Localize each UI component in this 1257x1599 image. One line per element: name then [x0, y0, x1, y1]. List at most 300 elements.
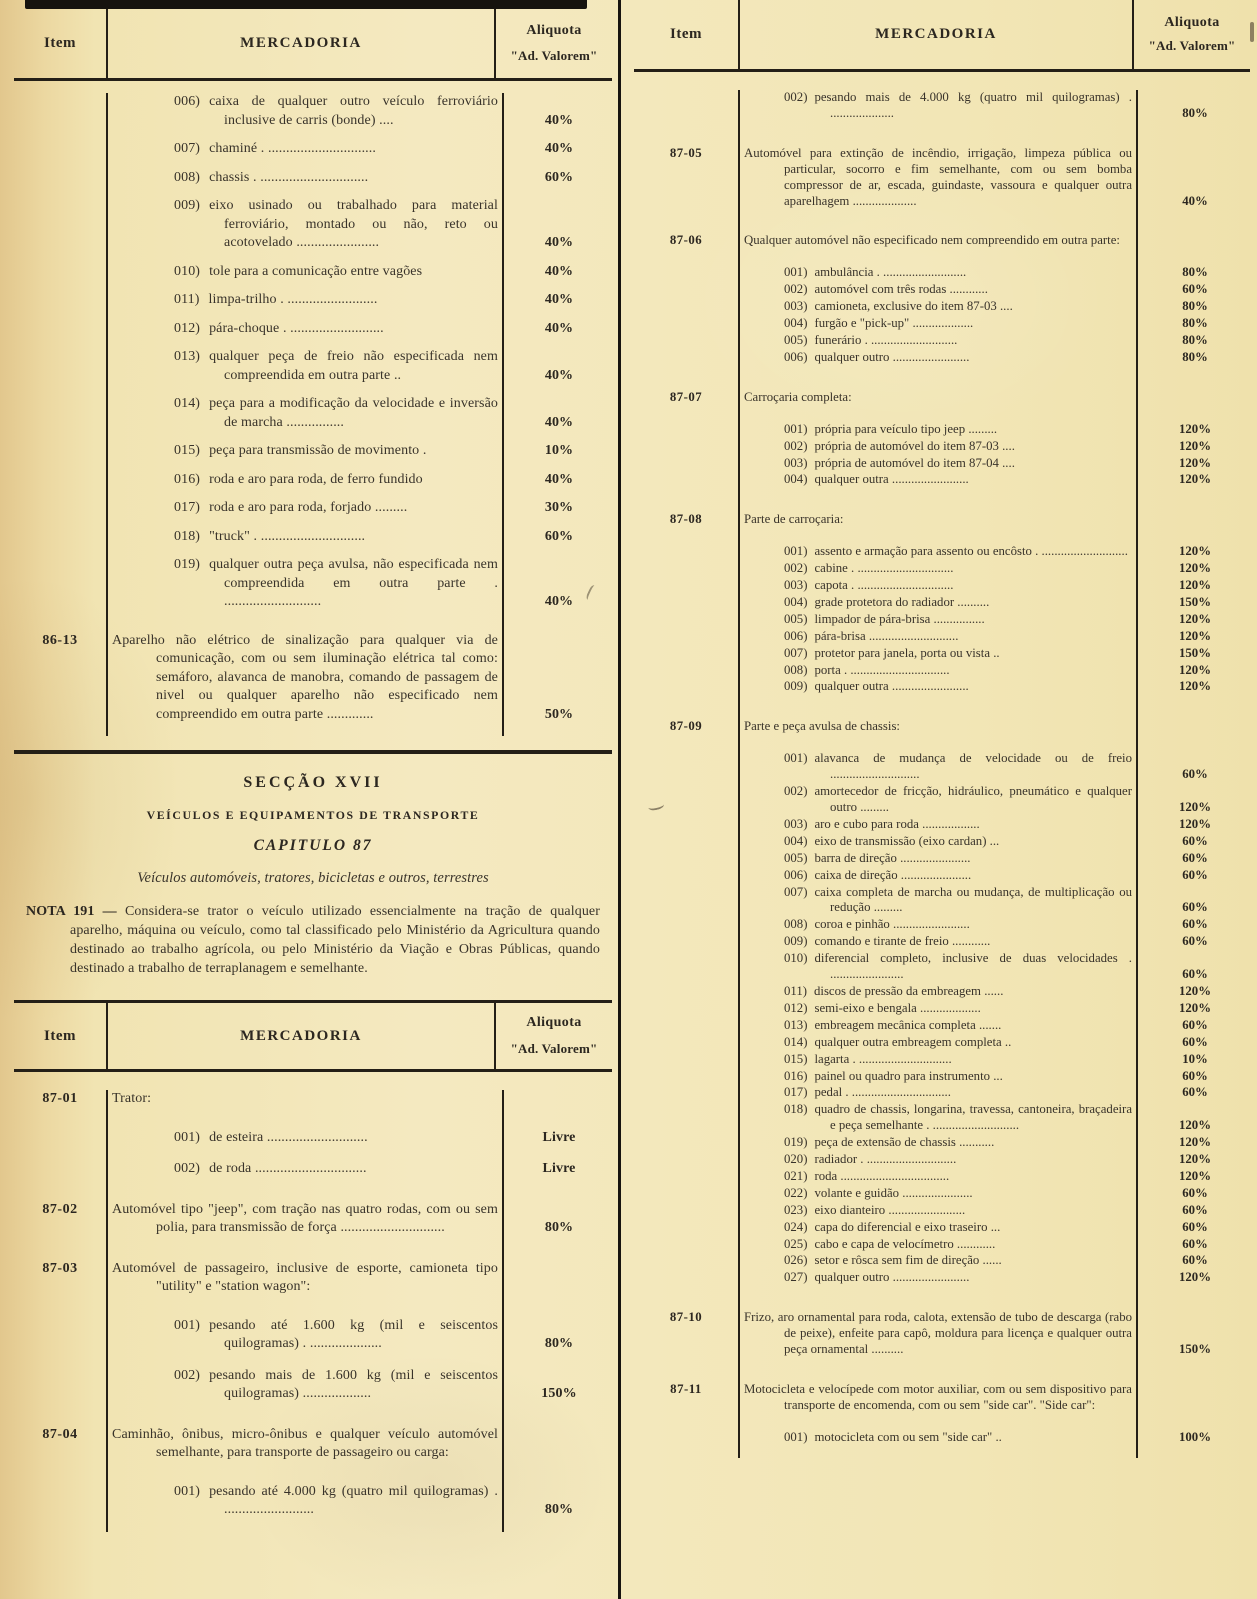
table-row — [634, 1169, 1250, 1185]
table-row — [634, 1152, 1250, 1168]
mercadoria-description — [738, 784, 1140, 816]
description-text: capota . .............................. — [814, 578, 954, 593]
sub-item-number: 004) — [784, 833, 808, 848]
description-text: motocicleta com ou sem "side car" .. — [814, 1429, 1002, 1444]
sub-item-number: 008) — [784, 662, 808, 677]
description-text: própria para veículo tipo jeep ......... — [814, 421, 998, 436]
mercadoria-description — [106, 263, 506, 282]
table-row — [14, 1483, 612, 1520]
description-text: furgão e "pick-up" ................... — [814, 316, 974, 331]
description-text: Carroçaria completa: — [744, 389, 852, 404]
description-text: chassis . .............................. — [209, 169, 369, 185]
table-row — [634, 1270, 1250, 1286]
item-code: 87-05 — [669, 145, 703, 160]
sub-item-number: 003) — [784, 299, 808, 314]
mercadoria-description — [738, 1052, 1140, 1068]
table-row — [634, 868, 1250, 884]
table-row — [634, 1035, 1250, 1051]
table-row — [634, 885, 1250, 917]
sub-item-number: 021) — [784, 1168, 808, 1183]
description-text: qualquer outro ........................ — [814, 1270, 970, 1285]
mercadoria-description — [738, 299, 1140, 315]
table-row — [634, 472, 1250, 488]
aliquota-rate: 80% — [1182, 332, 1208, 347]
description-text: peça para a modificação da velocidade e inversão de marcha ................ — [209, 396, 498, 430]
table-row — [634, 851, 1250, 867]
mercadoria-description — [738, 233, 1140, 249]
sub-item-number: 001) — [784, 265, 808, 280]
table-row — [14, 1129, 612, 1148]
table-row — [634, 561, 1250, 577]
aliquota-rate: 150% — [1179, 645, 1211, 660]
aliquota-rate: 60% — [1182, 1068, 1208, 1083]
description-text: qualquer outra ........................ — [814, 679, 969, 694]
table-row — [634, 1203, 1250, 1219]
aliquota-rate: 60% — [1182, 1202, 1208, 1217]
aliquota-rate: 80% — [1182, 349, 1208, 364]
mercadoria-description — [738, 1001, 1140, 1017]
column-divider-line — [618, 0, 621, 1599]
sub-item-number: 002) — [784, 282, 808, 297]
mercadoria-description — [738, 512, 1140, 528]
aliquota-rate: 100% — [1179, 1429, 1211, 1444]
sub-item-number: 016) — [174, 471, 201, 487]
item-code: 87-10 — [669, 1310, 703, 1325]
mercadoria-description — [738, 612, 1140, 628]
aliquota-rate: 60% — [1182, 1017, 1208, 1032]
table-row — [634, 512, 1250, 528]
table-row — [14, 499, 612, 518]
description-text: roda .................................. — [814, 1168, 950, 1183]
mercadoria-description — [738, 868, 1140, 884]
sub-item-number: 024) — [784, 1219, 808, 1234]
scan-edge-tick — [1250, 22, 1254, 42]
mercadoria-description — [738, 751, 1140, 783]
aliquota-rate: 80% — [544, 1220, 574, 1235]
mercadoria-description — [106, 471, 506, 490]
column-header-aliquota: Aliquota "Ad. Valorem" — [494, 1003, 612, 1069]
table-row — [634, 612, 1250, 628]
mercadoria-description — [738, 951, 1140, 983]
aliquota-rate: 150% — [541, 1386, 577, 1401]
aliquota-rate: 60% — [1182, 850, 1208, 865]
aliquota-rate: 120% — [1179, 611, 1211, 626]
description-text: ambulância . .......................... — [814, 265, 967, 280]
mercadoria-description — [738, 1169, 1140, 1185]
description-text: Automóvel para extinção de incêndio, irrigação, limpeza pública ou particular, socorro e fim semelhante, com ou sem bomba compressor de ar, escada, guindaste, vassoura e qualquer outra aparelhagem .................... — [744, 145, 1132, 208]
description-text: Aparelho não elétrico de sinalização para qualquer via de comunicação, com ou sem iluminação elétrica tal como: semáforo, alavanca de manobra, comando de passagem de nivel ou qualquer aparelho não especificado nem compreendido em outra parte ............. — [112, 632, 498, 722]
sub-item-number: 020) — [784, 1152, 808, 1167]
description-text: Automóvel de passageiro, inclusive de esporte, camioneta tipo "utility" e "station wagon": — [112, 1260, 498, 1294]
description-text: tole para a comunicação entre vagões — [209, 263, 423, 279]
description-text: eixo dianteiro ........................ — [814, 1202, 966, 1217]
mercadoria-description — [738, 629, 1140, 645]
mercadoria-description — [738, 1186, 1140, 1202]
aliquota-rate: 120% — [1179, 1000, 1211, 1015]
description-text: aro e cubo para roda .................. — [814, 816, 980, 831]
mercadoria-description — [106, 1483, 506, 1520]
sub-item-number: 011) — [784, 983, 807, 998]
aliquota-rate: 150% — [1179, 594, 1211, 609]
description-text: Frizo, aro ornamental para roda, calota, extensão de tubo de descarga (rabo de peixe), enfeite para capô, moldura para licença e qualquer outra peça ornamental .......... — [744, 1310, 1132, 1357]
mercadoria-description — [738, 439, 1140, 455]
aliquota-rate: 40% — [544, 594, 574, 609]
table-row — [634, 544, 1250, 560]
description-text: radiador . ............................ — [814, 1152, 957, 1167]
aliquota-rate: 120% — [1179, 1168, 1211, 1183]
sub-item-number: 001) — [784, 544, 808, 559]
description-text: roda e aro para roda, forjado ......... — [209, 500, 408, 515]
tariff-table-body — [634, 90, 1250, 1458]
table-row — [14, 1260, 612, 1297]
description-text: de esteira ............................ — [209, 1129, 368, 1145]
aliquota-rate: 60% — [1182, 1236, 1208, 1251]
description-text: pesando até 1.600 kg (mil e seiscentos quilogramas) . .................... — [209, 1317, 498, 1351]
description-text: chaminé . .............................. — [209, 141, 376, 156]
table-row — [14, 556, 612, 612]
aliquota-rate: Livre — [542, 1161, 576, 1176]
table-row — [634, 90, 1250, 122]
sub-item-number: 027) — [784, 1270, 808, 1285]
mercadoria-description — [738, 390, 1140, 406]
table-row — [634, 1186, 1250, 1202]
description-text: pedal . ............................... — [814, 1085, 951, 1100]
column-header-mercadoria: MERCADORIA — [738, 0, 1132, 69]
mercadoria-description — [738, 595, 1140, 611]
description-text: quadro de chassis, longarina, travessa, cantoneira, braçadeira e peça semelhante . ........................... — [814, 1102, 1132, 1133]
sub-item-number: 001) — [784, 1429, 808, 1444]
table-row — [14, 1090, 612, 1109]
aliquota-rate: 120% — [1179, 438, 1211, 453]
sub-item-number: 003) — [784, 455, 808, 470]
sub-item-number: 002) — [784, 438, 808, 453]
table-row — [14, 528, 612, 547]
mercadoria-description — [106, 395, 506, 432]
item-code: 87-11 — [670, 1382, 702, 1396]
sub-item-number: 002) — [174, 1161, 201, 1176]
description-text: caixa completa de marcha ou mudança, de multiplicação ou redução ......... — [814, 884, 1132, 915]
aliquota-rate: 50% — [544, 706, 574, 722]
mercadoria-description — [106, 556, 506, 612]
aliquota-rate: 60% — [1182, 1034, 1208, 1049]
aliquota-rate: 60% — [1182, 1085, 1208, 1100]
sub-item-number: 009) — [784, 679, 808, 694]
table-row — [634, 1018, 1250, 1034]
aliquota-rate: 80% — [1182, 105, 1208, 120]
table-row — [14, 1201, 612, 1238]
aliquota-rate: 60% — [1182, 833, 1208, 848]
column-header-item: Item — [44, 1027, 76, 1044]
mercadoria-description — [738, 544, 1140, 560]
sub-item-number: 005) — [784, 332, 808, 347]
table-row — [634, 1052, 1250, 1068]
table-row — [634, 1253, 1250, 1269]
mercadoria-description — [738, 561, 1140, 577]
sub-item-number: 002) — [784, 90, 808, 104]
aliquota-rate: 60% — [1182, 934, 1208, 949]
aliquota-rate: 120% — [1179, 662, 1211, 677]
aliquota-rate: 60% — [1182, 1219, 1208, 1234]
sub-item-number: 007) — [784, 884, 808, 899]
mercadoria-description — [738, 834, 1140, 850]
description-text: camioneta, exclusive do item 87-03 .... — [814, 299, 1013, 314]
sub-item-number: 003) — [784, 816, 808, 831]
mercadoria-description — [738, 282, 1140, 298]
aliquota-rate: 60% — [1182, 767, 1208, 782]
mercadoria-description — [106, 1129, 506, 1148]
table-row — [634, 751, 1250, 783]
mercadoria-description — [106, 1426, 506, 1463]
table-row — [14, 169, 612, 188]
sub-item-number: 006) — [174, 94, 201, 109]
mercadoria-description — [738, 1430, 1140, 1446]
item-code: 87-06 — [669, 233, 703, 248]
description-text: qualquer outra embreagem completa .. — [814, 1034, 1012, 1049]
sub-item-number: 005) — [784, 850, 808, 865]
mercadoria-description — [738, 851, 1140, 867]
description-text: qualquer outro ........................ — [814, 349, 970, 364]
table-row — [634, 663, 1250, 679]
table-row — [14, 1317, 612, 1354]
description-text: caixa de qualquer outro veículo ferroviário inclusive de carris (bonde) .... — [209, 94, 498, 128]
mercadoria-description — [106, 140, 506, 159]
aliquota-rate: 60% — [1182, 967, 1208, 982]
mercadoria-description — [738, 1237, 1140, 1253]
table-row — [634, 1102, 1250, 1134]
sub-item-number: 012) — [784, 1000, 808, 1015]
description-text: de roda ............................... — [209, 1161, 367, 1176]
mercadoria-description — [738, 1135, 1140, 1151]
description-text: alavanca de mudança de velocidade ou de freio ............................ — [814, 751, 1132, 782]
sub-item-number: 002) — [784, 561, 808, 576]
aliquota-rate: 40% — [544, 292, 574, 307]
description-text: Qualquer automóvel não especificado nem compreendido em outra parte: — [744, 233, 1120, 248]
mercadoria-description — [738, 265, 1140, 281]
sub-item-number: 026) — [784, 1253, 808, 1268]
mercadoria-description — [106, 632, 506, 725]
chapter-subtitle: Veículos automóveis, tratores, bicicletas e outros, terrestres — [137, 869, 489, 886]
table-row — [634, 233, 1250, 249]
description-text: peça de extensão de chassis ........... — [814, 1135, 995, 1150]
description-text: pesando mais de 1.600 kg (mil e seiscentos quilogramas) ................... — [209, 1367, 498, 1401]
aliquota-rate: 120% — [1179, 628, 1211, 643]
table-row — [634, 1135, 1250, 1151]
sub-item-number: 014) — [784, 1034, 808, 1049]
table-row — [14, 140, 612, 159]
item-code: 87-09 — [669, 719, 703, 734]
mercadoria-description — [738, 1382, 1140, 1414]
mercadoria-description — [738, 316, 1140, 332]
description-text: cabo e capa de velocímetro ............ — [814, 1236, 996, 1251]
aliquota-rate: 30% — [544, 500, 574, 515]
mercadoria-description — [738, 917, 1140, 933]
sub-item-number: 018) — [174, 528, 201, 544]
aliquota-rate: Livre — [542, 1129, 576, 1145]
aliquota-rate: 120% — [1179, 578, 1211, 593]
item-code: 87-01 — [42, 1091, 78, 1106]
mercadoria-description — [738, 663, 1140, 679]
item-code: 87-07 — [669, 389, 703, 404]
sub-item-number: 011) — [174, 292, 200, 307]
table-row — [634, 1085, 1250, 1101]
description-text: coroa e pinhão ........................ — [814, 917, 970, 932]
mercadoria-description — [738, 984, 1140, 1000]
sub-item-number: 008) — [784, 917, 808, 932]
sub-item-number: 001) — [784, 421, 808, 436]
aliquota-rate: 150% — [1179, 1342, 1211, 1357]
mercadoria-description — [738, 934, 1140, 950]
mercadoria-description — [738, 1152, 1140, 1168]
sub-item-number: 014) — [174, 396, 201, 411]
item-code: 87-08 — [669, 512, 703, 527]
description-text: protetor para janela, porta ou vista .. — [814, 645, 1000, 660]
description-text: pesando até 4.000 kg (quatro mil quilogramas) . ......................... — [209, 1483, 498, 1517]
aliquota-rate: 80% — [1182, 299, 1208, 314]
mercadoria-description — [738, 1220, 1140, 1236]
sub-item-number: 010) — [784, 951, 808, 966]
tariff-table-body — [14, 93, 612, 736]
mercadoria-description — [106, 291, 506, 310]
section-subtitle: VEÍCULOS E EQUIPAMENTOS DE TRANSPORTE — [146, 807, 480, 822]
note-paragraph — [26, 902, 600, 978]
aliquota-rate: 40% — [544, 112, 574, 128]
mercadoria-description — [738, 1270, 1140, 1286]
mercadoria-description — [738, 1102, 1140, 1134]
mercadoria-description — [738, 1310, 1140, 1358]
description-text: pára-brisa ............................ — [814, 628, 959, 643]
description-text: Automóvel tipo "jeep", com tração nas quatro rodas, com ou sem polia, para transmissão de força ............................. — [112, 1201, 498, 1235]
description-text: caixa de direção ...................... — [814, 867, 972, 882]
table-row — [634, 1310, 1250, 1358]
aliquota-rate: 60% — [1182, 867, 1208, 882]
sub-item-number: 016) — [784, 1068, 808, 1083]
sub-item-number: 002) — [784, 784, 808, 799]
aliquota-rate: 120% — [1179, 544, 1211, 559]
description-text: roda e aro para roda, de ferro fundido — [209, 471, 423, 487]
aliquota-rate: 60% — [1182, 900, 1208, 915]
table-row — [634, 1220, 1250, 1236]
aliquota-rate: 120% — [1179, 1135, 1211, 1150]
mercadoria-description — [106, 169, 506, 188]
description-text: amortecedor de fricção, hidráulico, pneumático e qualquer outro ......... — [814, 784, 1132, 814]
sub-item-number: 017) — [784, 1085, 808, 1100]
mercadoria-description — [738, 1253, 1140, 1269]
column-header-item: Item — [44, 35, 76, 52]
right-page-column — [634, 0, 1250, 1458]
aliquota-rate: 60% — [1182, 1185, 1208, 1200]
mercadoria-description — [738, 885, 1140, 917]
mercadoria-description — [106, 1317, 506, 1354]
sub-item-number: 007) — [784, 645, 808, 660]
section-heading-block — [24, 774, 602, 978]
sub-item-number: 007) — [174, 141, 201, 156]
table-row — [634, 984, 1250, 1000]
sub-item-number: 004) — [784, 316, 808, 331]
aliquota-rate: 80% — [544, 1502, 574, 1517]
table-row — [634, 350, 1250, 366]
description-text: volante e guidão ...................... — [814, 1185, 973, 1200]
item-code: 87-03 — [42, 1260, 78, 1276]
sub-item-number: 018) — [784, 1102, 808, 1117]
table-row — [14, 263, 612, 282]
sub-item-number: 001) — [174, 1129, 201, 1145]
sub-item-number: 006) — [784, 349, 808, 364]
aliquota-rate: 40% — [544, 320, 574, 336]
column-header-mercadoria: MERCADORIA — [106, 9, 494, 78]
sub-item-number: 006) — [784, 867, 808, 882]
sub-item-number: 012) — [174, 320, 201, 336]
table-row — [634, 679, 1250, 695]
description-text: grade protetora do radiador .......... — [814, 594, 990, 609]
aliquota-rate: 80% — [544, 1336, 574, 1351]
item-code: 87-02 — [42, 1201, 78, 1217]
aliquota-rate: 40% — [544, 235, 574, 250]
aliquota-rate: 120% — [1179, 1118, 1211, 1133]
description-text: Trator: — [112, 1091, 152, 1106]
aliquota-rate: 120% — [1179, 1270, 1211, 1285]
aliquota-rate: 60% — [1182, 917, 1208, 932]
table-row — [634, 719, 1250, 735]
description-text: peça para transmissão de movimento . — [209, 443, 427, 458]
description-text: eixo usinado ou trabalhado para material ferroviário, montado ou não, reto ou acotovelado ....................... — [209, 198, 498, 250]
table-row — [14, 320, 612, 339]
aliquota-rate: 60% — [544, 528, 574, 544]
sub-item-number: 004) — [784, 594, 808, 609]
table-row — [634, 934, 1250, 950]
aliquota-rate: 120% — [1179, 800, 1211, 814]
table-header — [14, 9, 612, 81]
column-header-aliquota: Aliquota "Ad. Valorem" — [1132, 0, 1250, 69]
description-text: setor e rôsca sem fim de direção ...... — [814, 1253, 1002, 1268]
sub-item-number: 019) — [174, 557, 201, 572]
description-text: "truck" . ............................. — [209, 528, 366, 544]
sub-item-number: 015) — [784, 1051, 808, 1066]
mercadoria-description — [738, 1069, 1140, 1085]
mercadoria-description — [106, 528, 506, 547]
mercadoria-description — [738, 578, 1140, 594]
note-label: NOTA 191 — — [26, 904, 117, 919]
sub-item-number: 003) — [784, 578, 808, 593]
table-row — [634, 951, 1250, 983]
description-text: porta . ............................... — [814, 662, 950, 677]
table-row — [14, 1367, 612, 1404]
description-text: discos de pressão da embreagem ...... — [813, 983, 1004, 998]
column-header-item: Item — [670, 25, 702, 42]
sub-item-number: 001) — [174, 1317, 201, 1333]
description-text: Parte de carroçaria: — [744, 512, 844, 527]
table-row — [634, 917, 1250, 933]
sub-item-number: 006) — [784, 628, 808, 643]
aliquota-rate: 10% — [1182, 1051, 1208, 1066]
table-row — [634, 817, 1250, 833]
table-row — [634, 646, 1250, 662]
section-divider-rule — [14, 750, 612, 754]
sub-item-number: 009) — [174, 198, 201, 213]
aliquota-rate: 60% — [1182, 282, 1208, 297]
sub-item-number: 010) — [174, 263, 201, 279]
aliquota-rate: 80% — [1182, 265, 1208, 280]
sub-item-number: 005) — [784, 611, 808, 626]
left-page-column — [14, 0, 612, 1532]
aliquota-rate: 40% — [544, 414, 574, 430]
column-header-aliquota: Aliquota "Ad. Valorem" — [494, 9, 612, 78]
description-text: Parte e peça avulsa de chassis: — [744, 719, 900, 734]
mercadoria-description — [738, 817, 1140, 833]
description-text: lagarta . ............................. — [814, 1051, 952, 1066]
aliquota-rate: 80% — [1182, 316, 1208, 331]
description-text: comando e tirante de freio ............ — [814, 934, 991, 949]
table-row — [14, 471, 612, 490]
